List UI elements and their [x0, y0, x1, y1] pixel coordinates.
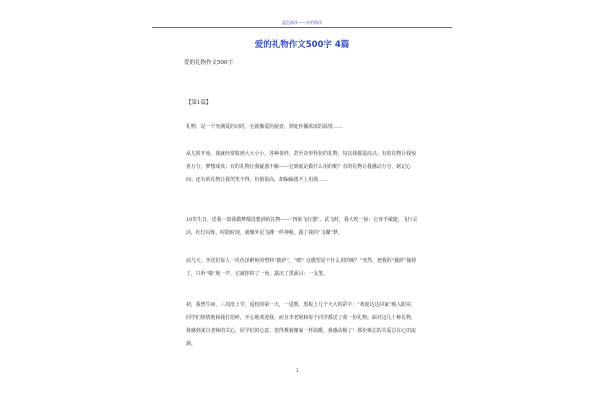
- paragraph: 初，我曾生病，三周没上学。返校的第一天，一进教，黑板上几个大大的彩字：“欢迎达达回家”映入眼帘，同学们热情地和我打招呼，开心地欢迎我，而且李老班和每个同学都送了我一份礼物。面对这几十种礼物，我感到来自老师的关心，同学们的心意，觉得教就像家一样温暖，我感动极了！那份难忘的关爱总在心田流淌。: [186, 302, 416, 347]
- paragraph: 礼物，是一个充满爱的词语，它就像爱的使者，到处传播浓浓的温情……: [186, 124, 343, 130]
- document-title: 爱的礼物作文500字 4篇: [254, 40, 350, 50]
- paragraph: 10岁生日，送我一款我做梦都没想到的礼物——“四驱飞行器”。试飞时，我大吃一惊：它身手敏捷，飞行灵活，红灯闪烁，时隐时现，就像外星飞碟一样神秘，圆了我的“飞碟”梦。: [186, 217, 418, 236]
- document-subtitle: 爱的礼物作文500字: [184, 60, 233, 66]
- paragraph: 从儿时开始，我就经常收到大大小小、各种各样、甚至奇形怪状的礼物，每次我都很高兴；有的礼物让我惊喜万分，梦想成真；有的礼物让我疑惑不解——它到底是做什么用的呢？有的礼物让我感动万分，铭记心间；还有的礼物让我哭笑不得，价值很高，却偏偏派不上用场……: [186, 151, 416, 183]
- paragraph: 前几天，李送们每人一块色泽鲜艳的塑料“披萨”，“嗯？这模型是干什么用的呢？”突然，把我的“披萨”撞掉了，只听“啪”地一声，它被摔掉了一角，露出了黑面目：一支笔。: [186, 258, 417, 277]
- section-heading: 【第1篇】: [186, 100, 212, 106]
- page-header: 蓝色海洋——专的海洋: [282, 20, 322, 25]
- header-divider: [152, 27, 452, 28]
- page-number: 1: [296, 368, 299, 373]
